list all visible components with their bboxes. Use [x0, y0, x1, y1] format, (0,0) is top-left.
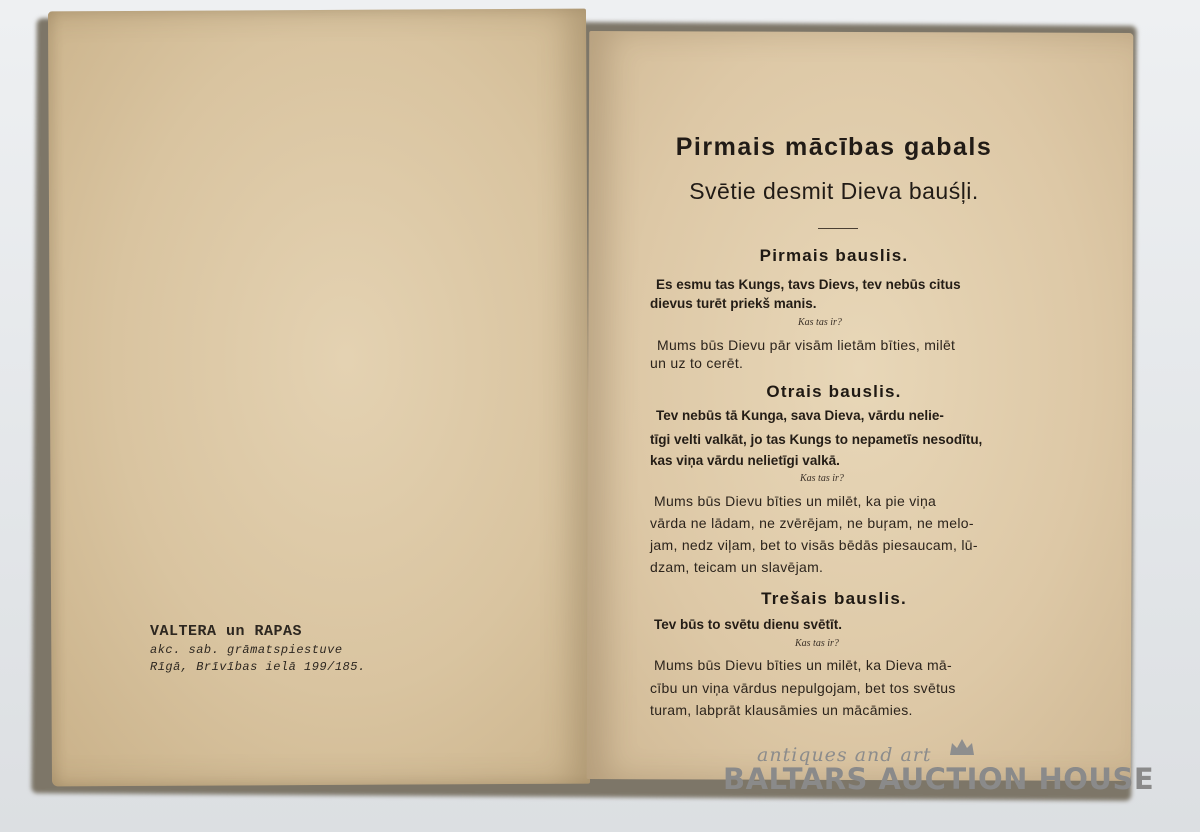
- heading-first-commandment: Pirmais bauslis.: [759, 246, 909, 265]
- first-answer-line-2: un uz to cerēt.: [650, 355, 744, 371]
- imprint-line-1: VALTERA un RAPAS: [150, 623, 303, 640]
- third-answer-line-2: cību un viņa vārdus nepulgojam, bet tos svētus: [650, 680, 956, 696]
- title-divider: [818, 228, 858, 229]
- third-question: Kas tas ir?: [795, 638, 839, 649]
- watermark-brand: BALTARS AUCTION HOUSE: [723, 762, 1155, 796]
- third-answer-line-3: turam, labprāt klausāmies un mācāmies.: [650, 702, 913, 718]
- second-answer-line-4: dzam, teicam un slavējam.: [650, 559, 824, 575]
- heading-third-commandment: Trešais bauslis.: [761, 589, 907, 608]
- imprint-line-2: akc. sab. grāmatspiestuve: [150, 643, 343, 657]
- second-question: Kas tas ir?: [800, 473, 844, 484]
- second-commandment-line-3: kas viņa vārdu nelietīgi valkā.: [650, 453, 840, 468]
- third-answer-line-1: Mums būs Dievu bīties un milēt, ka Dieva mā-: [654, 657, 952, 673]
- first-question: Kas tas ir?: [798, 317, 842, 328]
- first-answer-line-1: Mums būs Dievu pār visām lietām bīties, milēt: [657, 337, 956, 353]
- second-answer-line-2: vārda ne lādam, ne zvērējam, ne buŗam, ne melo-: [650, 515, 974, 531]
- second-commandment-line-1: Tev nebūs tā Kunga, sava Dieva, vārdu nelie-: [656, 408, 944, 423]
- second-answer-line-1: Mums būs Dievu bīties un milēt, ka pie viņa: [654, 493, 937, 509]
- second-commandment-line-2: tīgi velti valkāt, jo tas Kungs to nepametīs nesodītu,: [650, 432, 983, 447]
- printer-imprint: [150, 623, 410, 674]
- third-commandment-line-1: Tev būs to svētu dienu svētīt.: [654, 617, 843, 632]
- second-answer-line-3: jam, nedz viļam, bet to visās bēdās piesaucam, lū-: [650, 537, 978, 553]
- page-subtitle: Svētie desmit Dieva bauśļi.: [689, 178, 979, 204]
- page-title: Pirmais mācības gabals: [675, 133, 993, 161]
- first-commandment-line-1: Es esmu tas Kungs, tavs Dievs, tev nebūs citus: [656, 277, 961, 292]
- imprint-line-3: Rīgā, Brīvības ielā 199/185.: [150, 660, 366, 674]
- first-commandment-line-2: dievus turēt priekš manis.: [650, 296, 817, 311]
- crown-icon: [948, 737, 976, 757]
- watermark-tagline: antiques and art: [757, 744, 932, 766]
- heading-second-commandment: Otrais bauslis.: [766, 382, 902, 401]
